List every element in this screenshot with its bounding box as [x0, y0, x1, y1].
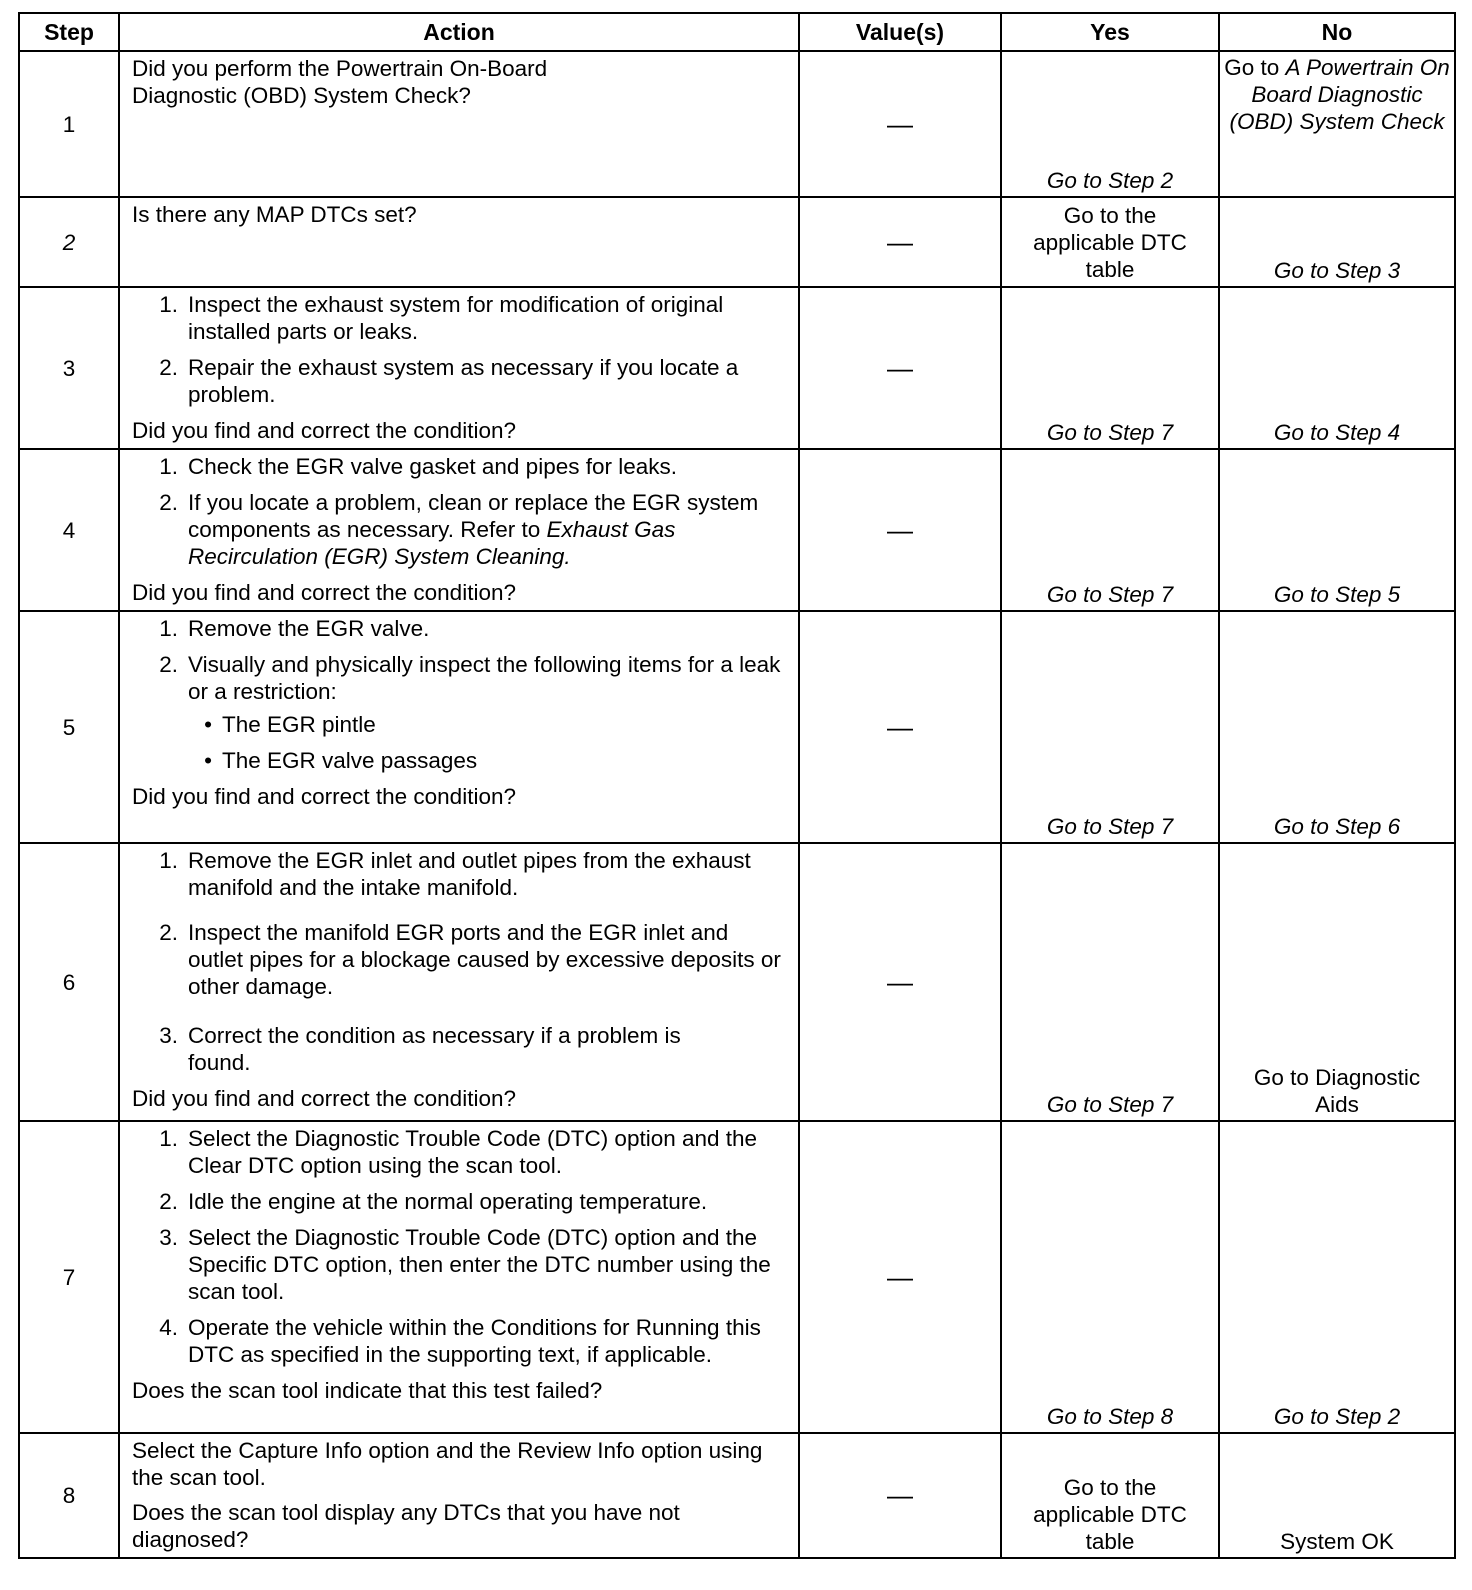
action-question: Did you find and correct the condition? — [132, 784, 516, 809]
step-number: 1 — [19, 51, 119, 197]
bullet-list — [132, 711, 786, 774]
value-cell: — — [799, 449, 1001, 611]
header-values: Value(s) — [799, 13, 1001, 51]
yes-cell: Go to the applicable DTC table — [1001, 197, 1219, 287]
header-row — [19, 13, 1455, 51]
no-cell: Go to Step 3 — [1219, 197, 1455, 287]
table-row — [19, 843, 1455, 1121]
action-cell — [119, 287, 799, 449]
value-cell: — — [799, 287, 1001, 449]
diagnostic-table — [18, 12, 1456, 1559]
list-item: 1. Remove the EGR valve. — [159, 616, 430, 641]
action-cell — [119, 1121, 799, 1433]
list-item: 3. Select the Diagnostic Trouble Code (DTC) option and the Specific DTC option, then enter the DTC number using the scan tool. — [159, 1225, 771, 1304]
value-cell: — — [799, 1433, 1001, 1558]
list-item: 2. Idle the engine at the normal operating temperature. — [159, 1189, 708, 1214]
table-row — [19, 1121, 1455, 1433]
value-cell: — — [799, 843, 1001, 1121]
action-question: Does the scan tool indicate that this test failed? — [132, 1378, 603, 1403]
step-number: 3 — [19, 287, 119, 449]
list-item: 2. Inspect the manifold EGR ports and the EGR inlet and outlet pipes for a blockage caused by excessive deposits or other damage. — [159, 920, 781, 999]
procedure-list — [132, 291, 786, 408]
yes-cell: Go to Step 7 — [1001, 287, 1219, 449]
no-reference: A Powertrain On Board Diagnostic (OBD) System Check — [1229, 55, 1450, 134]
table-row — [19, 611, 1455, 843]
value-cell: — — [799, 51, 1001, 197]
bullet-item: • The EGR pintle — [204, 712, 376, 737]
no-cell: Go to Step 2 — [1219, 1121, 1455, 1433]
action-question: Did you find and correct the condition? — [132, 1086, 516, 1111]
list-item: 1. Select the Diagnostic Trouble Code (DTC) option and the Clear DTC option using the scan tool. — [159, 1126, 758, 1178]
yes-cell: Go to Step 8 — [1001, 1121, 1219, 1433]
step-number: 7 — [19, 1121, 119, 1433]
no-text: Go to — [1224, 55, 1280, 80]
action-question: Did you find and correct the condition? — [132, 418, 516, 443]
list-item: 2. Repair the exhaust system as necessary if you locate a problem. — [159, 355, 739, 407]
step-number: 4 — [19, 449, 119, 611]
action-cell — [119, 1433, 799, 1558]
list-item: 4. Operate the vehicle within the Conditions for Running this DTC as specified in the supporting text, if applicable. — [159, 1315, 761, 1367]
table-row — [19, 197, 1455, 287]
value-cell: — — [799, 197, 1001, 287]
action-cell — [119, 51, 799, 197]
action-cell — [119, 449, 799, 611]
list-item: 1. Check the EGR valve gasket and pipes for leaks. — [159, 454, 678, 479]
step-number: 6 — [19, 843, 119, 1121]
action-text: Did you perform the Powertrain On-Board Diagnostic (OBD) System Check? — [132, 56, 548, 108]
yes-cell: Go to Step 7 — [1001, 843, 1219, 1121]
procedure-list — [132, 847, 786, 1076]
header-no: No — [1219, 13, 1455, 51]
no-cell: Go to Step 4 — [1219, 287, 1455, 449]
action-cell — [119, 843, 799, 1121]
procedure-list — [132, 453, 786, 570]
table-row — [19, 449, 1455, 611]
reference-link: Exhaust Gas Recirculation (EGR) System Cleaning. — [188, 517, 676, 569]
list-item: 2. If you locate a problem, clean or replace the EGR system components as necessary. Refer to Exhaust Gas Recirculation (EGR) System Cleaning. — [159, 490, 759, 569]
yes-cell: Go to Step 7 — [1001, 449, 1219, 611]
table-row — [19, 51, 1455, 197]
action-text: Is there any MAP DTCs set? — [132, 202, 417, 227]
value-cell: — — [799, 1121, 1001, 1433]
step-number: 5 — [19, 611, 119, 843]
no-cell: Go to Diagnostic Aids — [1219, 843, 1455, 1121]
no-cell: System OK — [1219, 1433, 1455, 1558]
procedure-list — [132, 1125, 786, 1368]
action-question: Did you find and correct the condition? — [132, 580, 516, 605]
header-action: Action — [119, 13, 799, 51]
table-row — [19, 287, 1455, 449]
header-yes: Yes — [1001, 13, 1219, 51]
header-step: Step — [19, 13, 119, 51]
list-item: 2. Visually and physically inspect the following items for a leak or a restriction: — [159, 652, 781, 704]
action-cell — [119, 197, 799, 287]
action-question: Does the scan tool display any DTCs that you have not diagnosed? — [132, 1500, 680, 1552]
yes-cell: Go to Step 2 — [1001, 51, 1219, 197]
procedure-list — [132, 615, 786, 705]
table-row — [19, 1433, 1455, 1558]
list-item: 1. Remove the EGR inlet and outlet pipes from the exhaust manifold and the intake manifold. — [159, 848, 751, 900]
list-item: 3. Correct the condition as necessary if a problem is found. — [159, 1023, 681, 1075]
step-number: 2 — [19, 197, 119, 287]
bullet-item: • The EGR valve passages — [204, 748, 478, 773]
step-number: 8 — [19, 1433, 119, 1558]
value-cell: — — [799, 611, 1001, 843]
no-cell — [1219, 51, 1455, 197]
yes-cell: Go to Step 7 — [1001, 611, 1219, 843]
no-cell: Go to Step 5 — [1219, 449, 1455, 611]
yes-cell: Go to the applicable DTC table — [1001, 1433, 1219, 1558]
action-cell — [119, 611, 799, 843]
list-item: 1. Inspect the exhaust system for modification of original installed parts or leaks. — [159, 292, 724, 344]
no-cell: Go to Step 6 — [1219, 611, 1455, 843]
action-text: Select the Capture Info option and the Review Info option using the scan tool. — [132, 1438, 763, 1490]
